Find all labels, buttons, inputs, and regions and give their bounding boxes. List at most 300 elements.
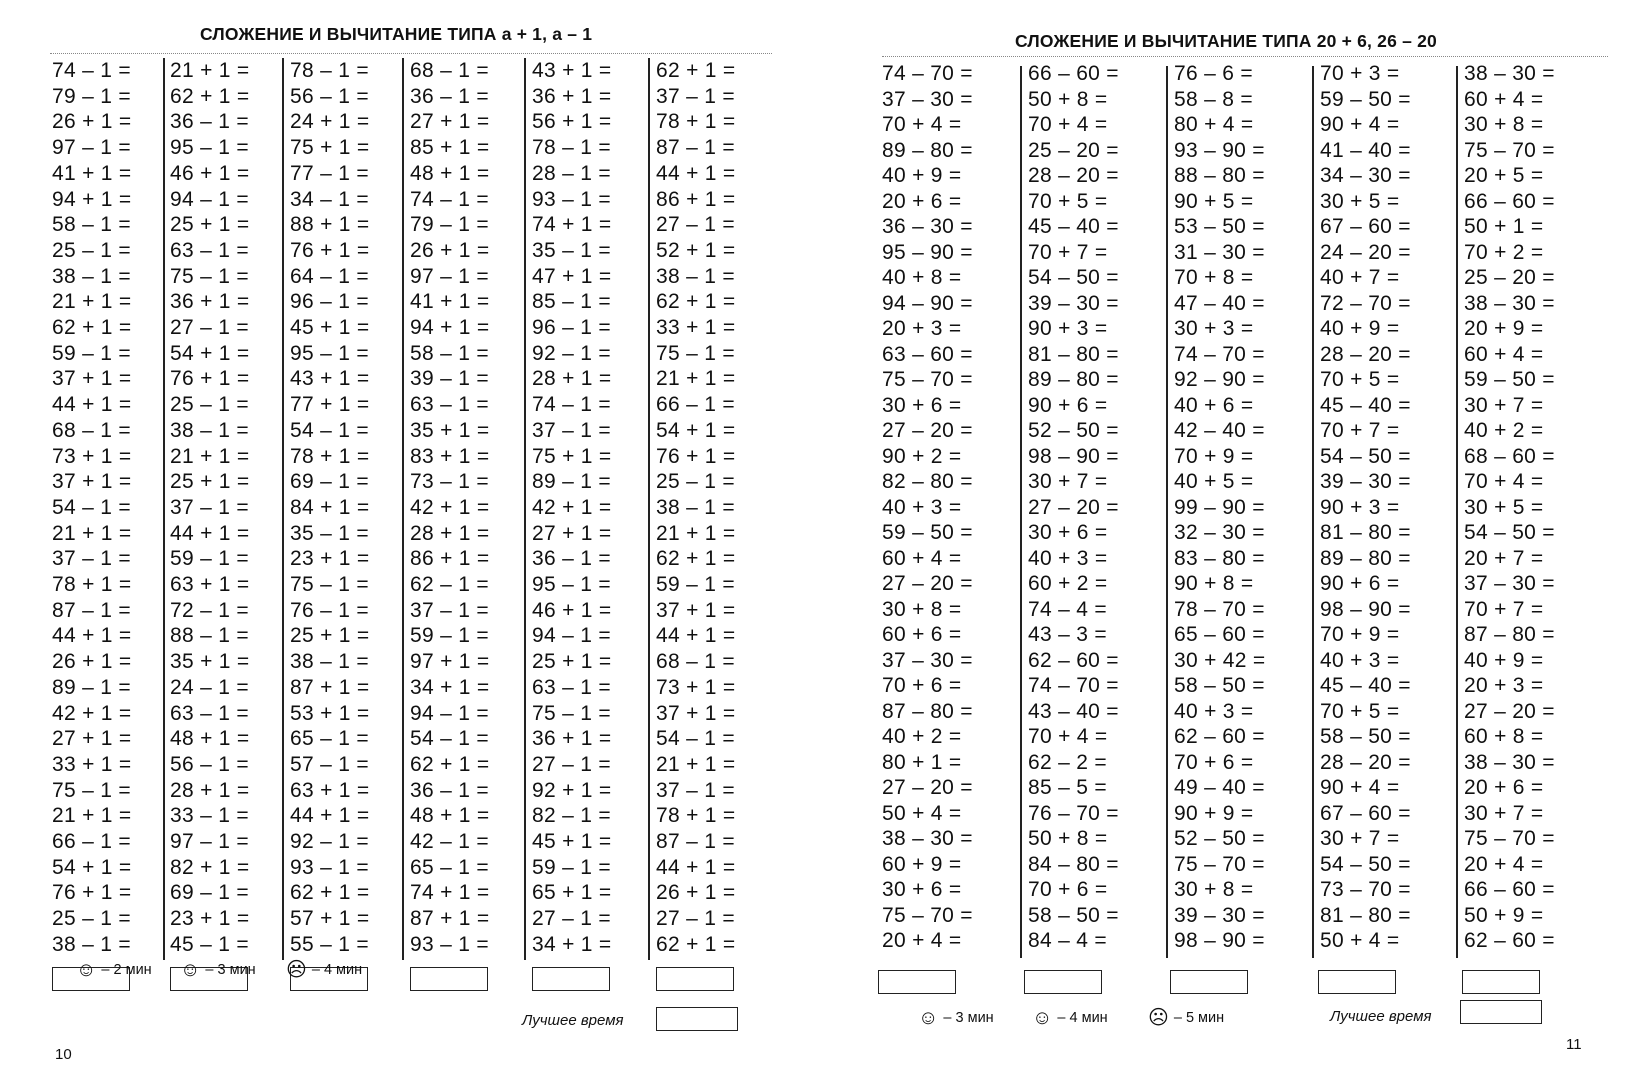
exercise: 65 – 60 = xyxy=(1174,623,1265,646)
exercise: 94 + 1 = xyxy=(52,187,132,211)
exercise: 82 + 1 = xyxy=(170,855,250,879)
exercise: 72 – 1 = xyxy=(170,598,249,622)
exercise: 62 – 60 = xyxy=(1028,648,1119,672)
exercise: 37 + 1 = xyxy=(656,701,736,725)
exercise: 73 + 1 = xyxy=(52,444,132,468)
exercise: 40 + 5 = xyxy=(1174,470,1254,493)
exercise: 37 – 1 = xyxy=(656,778,735,802)
right-title-divider xyxy=(882,56,1608,57)
exercise: 81 – 80 = xyxy=(1320,903,1411,927)
exercise: 75 – 1 = xyxy=(52,778,131,802)
exercise: 60 + 2 = xyxy=(1028,572,1108,595)
exercise: 58 – 50 = xyxy=(1320,725,1411,748)
exercise: 54 – 1 = xyxy=(656,727,735,751)
exercise: 20 + 3 = xyxy=(882,317,962,340)
exercise: 45 – 40 = xyxy=(1320,674,1411,697)
exercise: 43 – 40 = xyxy=(1028,699,1119,723)
exercise: 36 – 1 = xyxy=(532,547,611,571)
exercise: 97 – 1 = xyxy=(170,830,249,853)
exercise: 89 – 80 = xyxy=(882,138,973,162)
exercise: 27 + 1 = xyxy=(532,521,612,545)
exercise: 70 + 6 = xyxy=(882,674,962,697)
column-separator xyxy=(1020,66,1022,958)
exercise: 48 + 1 = xyxy=(410,804,490,828)
exercise: 54 – 1 = xyxy=(52,495,131,519)
legend-time: – 2 мин xyxy=(101,962,152,978)
exercise: 54 + 1 = xyxy=(656,418,736,442)
exercise: 41 + 1 = xyxy=(410,290,490,314)
exercise: 60 + 9 = xyxy=(882,852,962,876)
exercise: 44 + 1 = xyxy=(52,393,132,417)
exercise: 59 – 50 = xyxy=(1464,368,1555,391)
neutral-smile-icon: ☺ xyxy=(180,959,201,981)
exercise: 30 + 7 = xyxy=(1028,470,1108,493)
exercise: 62 + 1 = xyxy=(656,932,736,956)
exercise: 45 – 40 = xyxy=(1320,393,1411,417)
exercise: 96 – 1 = xyxy=(532,316,611,339)
exercise: 37 – 1 = xyxy=(170,495,249,519)
left-title-divider xyxy=(50,53,772,54)
column-separator xyxy=(282,58,284,960)
exercise: 43 + 1 = xyxy=(290,367,370,391)
exercise: 62 + 1 = xyxy=(656,59,736,82)
page-number: 11 xyxy=(1566,1036,1582,1053)
exercise: 75 – 1 = xyxy=(532,701,611,725)
left-page xyxy=(0,0,800,1080)
exercise: 43 + 1 = xyxy=(532,59,612,82)
exercise: 27 – 20 = xyxy=(1464,699,1555,723)
exercise: 93 – 1 = xyxy=(532,187,611,211)
exercise: 37 + 1 = xyxy=(656,598,736,622)
exercise: 27 – 1 = xyxy=(532,752,611,776)
exercise: 28 + 1 = xyxy=(170,778,250,802)
exercise: 52 – 50 = xyxy=(1028,419,1119,442)
exercise: 76 + 1 = xyxy=(290,238,370,262)
exercise: 28 + 1 = xyxy=(532,367,612,391)
exercise: 57 – 1 = xyxy=(290,752,369,776)
exercise: 36 – 1 = xyxy=(170,110,249,134)
exercise: 60 + 4 = xyxy=(1464,342,1544,366)
legend-time: – 3 мин xyxy=(205,962,256,978)
exercise: 68 – 1 = xyxy=(410,59,489,82)
exercise: 78 – 1 = xyxy=(290,59,369,82)
exercise: 94 – 1 = xyxy=(170,187,249,211)
exercise: 27 – 1 = xyxy=(656,213,735,237)
exercise: 74 – 70 = xyxy=(1028,674,1119,697)
legend-time: – 4 мин xyxy=(311,962,363,978)
exercise: 62 + 1 = xyxy=(656,290,736,314)
exercise: 40 + 9 = xyxy=(882,164,962,187)
exercise: 38 – 30 = xyxy=(1464,291,1555,315)
exercise: 95 – 1 = xyxy=(170,136,249,160)
exercise: 89 – 80 = xyxy=(1320,546,1411,570)
exercise: 27 – 1 = xyxy=(170,316,249,339)
time-answer-box[interactable] xyxy=(1024,970,1102,994)
exercise: 78 – 70 = xyxy=(1174,597,1265,621)
exercise: 42 + 1 = xyxy=(52,701,132,725)
best-time-label: Лучшее время xyxy=(1330,1008,1432,1025)
exercise: 92 – 90 = xyxy=(1174,368,1265,391)
exercise: 95 – 1 = xyxy=(290,341,369,365)
exercise: 37 – 30 = xyxy=(1464,572,1555,595)
exercise: 87 – 1 = xyxy=(656,830,735,853)
exercise: 69 – 1 = xyxy=(290,470,369,494)
exercise: 21 + 1 = xyxy=(656,752,736,776)
exercise: 74 – 1 = xyxy=(52,59,131,82)
exercise: 90 + 4 = xyxy=(1320,776,1400,799)
exercise: 37 – 1 = xyxy=(52,547,131,571)
exercise: 75 – 1 = xyxy=(656,341,735,365)
exercise: 73 – 70 = xyxy=(1320,878,1411,901)
exercise: 94 – 90 = xyxy=(882,291,973,315)
exercise: 75 – 70 = xyxy=(1174,852,1265,876)
exercise: 90 + 2 = xyxy=(882,444,962,468)
exercise: 53 – 50 = xyxy=(1174,215,1265,238)
exercise: 30 + 8 = xyxy=(1464,113,1544,136)
exercise: 56 – 1 = xyxy=(290,84,369,108)
exercise: 52 – 50 = xyxy=(1174,827,1265,850)
exercise: 21 + 1 = xyxy=(170,444,250,468)
exercise: 76 – 6 = xyxy=(1174,62,1253,85)
exercise: 79 – 1 = xyxy=(410,213,489,237)
exercise: 38 – 30 = xyxy=(882,827,973,850)
exercise: 20 + 9 = xyxy=(1464,317,1544,340)
exercise: 75 + 1 = xyxy=(532,444,612,468)
exercise: 63 + 1 = xyxy=(290,778,370,802)
exercise: 90 + 8 = xyxy=(1174,572,1254,595)
page-number: 10 xyxy=(55,1046,72,1063)
exercise: 45 – 40 = xyxy=(1028,215,1119,238)
exercise: 59 – 1 = xyxy=(410,624,489,648)
exercise: 89 – 1 = xyxy=(52,675,131,699)
exercise: 97 – 1 = xyxy=(410,264,489,288)
exercise: 42 + 1 = xyxy=(410,495,490,519)
frown-icon: ☹ xyxy=(286,959,307,981)
exercise: 77 + 1 = xyxy=(290,393,370,417)
exercise: 63 – 1 = xyxy=(532,675,611,699)
neutral-smile-icon: ☺ xyxy=(1032,1007,1053,1029)
time-answer-box[interactable] xyxy=(1318,970,1396,994)
exercise: 45 – 1 = xyxy=(170,932,249,956)
exercise: 88 – 1 = xyxy=(170,624,249,648)
exercise: 94 + 1 = xyxy=(410,316,490,339)
exercise: 40 + 7 = xyxy=(1320,266,1400,289)
exercise: 32 – 30 = xyxy=(1174,521,1265,544)
exercise: 78 + 1 = xyxy=(656,110,736,134)
exercise: 37 – 1 = xyxy=(410,598,489,622)
exercise: 93 – 1 = xyxy=(410,932,489,956)
exercise: 43 – 3 = xyxy=(1028,623,1107,646)
exercise: 34 – 30 = xyxy=(1320,164,1411,187)
exercise: 27 – 1 = xyxy=(656,907,735,931)
best-time-box[interactable] xyxy=(656,1007,738,1031)
exercise: 67 – 60 = xyxy=(1320,215,1411,238)
exercise: 25 + 1 = xyxy=(532,650,612,674)
exercise: 70 + 5 = xyxy=(1320,368,1400,391)
time-answer-box[interactable] xyxy=(1462,970,1540,994)
exercise: 75 – 70 = xyxy=(882,368,973,391)
exercise: 83 + 1 = xyxy=(410,444,490,468)
exercise: 58 – 1 = xyxy=(410,341,489,365)
exercise: 58 – 1 = xyxy=(52,213,131,237)
exercise: 70 + 4 = xyxy=(1464,470,1544,493)
exercise: 20 + 7 = xyxy=(1464,546,1544,570)
column-separator xyxy=(163,58,165,960)
legend-item xyxy=(286,960,362,980)
exercise: 80 + 4 = xyxy=(1174,113,1254,136)
exercise: 58 – 50 = xyxy=(1174,674,1265,697)
exercise: 35 + 1 = xyxy=(170,650,250,674)
exercise: 36 + 1 = xyxy=(532,84,612,108)
time-answer-box[interactable] xyxy=(532,967,610,991)
exercise: 44 + 1 = xyxy=(170,521,250,545)
exercise: 59 – 1 = xyxy=(170,547,249,571)
right-page xyxy=(860,0,1646,1080)
exercise: 74 – 1 = xyxy=(410,187,489,211)
exercise: 74 – 4 = xyxy=(1028,597,1107,621)
exercise: 45 + 1 = xyxy=(290,316,370,339)
exercise: 93 – 1 = xyxy=(290,855,369,879)
exercise: 59 – 1 = xyxy=(532,855,611,879)
exercise: 78 + 1 = xyxy=(52,573,132,596)
exercise: 78 – 1 = xyxy=(532,136,611,160)
exercise: 30 + 5 = xyxy=(1464,495,1544,519)
exercise: 26 + 1 = xyxy=(656,881,736,905)
exercise: 30 + 7 = xyxy=(1320,827,1400,850)
exercise: 34 + 1 = xyxy=(532,932,612,956)
exercise: 37 – 1 = xyxy=(532,418,611,442)
legend-item xyxy=(918,1008,994,1028)
legend-time: – 3 мин xyxy=(943,1010,994,1026)
exercise: 59 – 1 = xyxy=(52,341,131,365)
exercise: 93 – 90 = xyxy=(1174,138,1265,162)
exercise: 20 + 4 = xyxy=(1464,852,1544,876)
exercise: 86 + 1 = xyxy=(410,547,490,571)
exercise: 21 + 1 = xyxy=(170,59,250,82)
exercise: 66 – 60 = xyxy=(1464,878,1555,901)
exercise: 46 + 1 = xyxy=(170,161,250,185)
exercise: 54 – 1 = xyxy=(410,727,489,751)
exercise: 30 + 8 = xyxy=(1174,878,1254,901)
exercise: 75 – 1 = xyxy=(170,264,249,288)
exercise: 83 – 80 = xyxy=(1174,546,1265,570)
exercise: 70 + 7 = xyxy=(1464,597,1544,621)
exercise: 70 + 9 = xyxy=(1320,623,1400,646)
exercise: 94 – 1 = xyxy=(410,701,489,725)
exercise: 78 + 1 = xyxy=(656,804,736,828)
time-answer-box[interactable] xyxy=(878,970,956,994)
exercise: 40 + 3 = xyxy=(882,495,962,519)
exercise: 69 – 1 = xyxy=(170,881,249,905)
exercise: 59 – 50 = xyxy=(882,521,973,544)
exercise: 30 + 7 = xyxy=(1464,393,1544,417)
exercise: 30 + 3 = xyxy=(1174,317,1254,340)
exercise: 20 + 3 = xyxy=(1464,674,1544,697)
exercise: 24 – 20 = xyxy=(1320,240,1411,264)
exercise: 53 + 1 = xyxy=(290,701,370,725)
exercise: 31 – 30 = xyxy=(1174,240,1265,264)
exercise: 90 + 3 = xyxy=(1028,317,1108,340)
exercise: 42 + 1 = xyxy=(532,495,612,519)
exercise: 96 – 1 = xyxy=(290,290,369,314)
exercise: 44 + 1 = xyxy=(656,624,736,648)
exercise: 85 + 1 = xyxy=(410,136,490,160)
exercise: 57 + 1 = xyxy=(290,907,370,931)
exercise: 87 – 1 = xyxy=(52,598,131,622)
exercise: 30 + 42 = xyxy=(1174,648,1266,672)
time-answer-box[interactable] xyxy=(1170,970,1248,994)
exercise: 39 – 1 = xyxy=(410,367,489,391)
exercise: 65 – 1 = xyxy=(290,727,369,751)
exercise: 82 – 80 = xyxy=(882,470,973,493)
exercise: 90 + 9 = xyxy=(1174,801,1254,825)
exercise: 98 – 90 = xyxy=(1174,929,1265,952)
exercise: 40 + 9 = xyxy=(1464,648,1544,672)
time-answer-box[interactable] xyxy=(410,967,488,991)
exercise: 25 – 1 = xyxy=(52,907,131,931)
exercise: 33 + 1 = xyxy=(52,752,132,776)
exercise: 30 + 6 = xyxy=(882,878,962,901)
exercise: 39 – 30 = xyxy=(1320,470,1411,493)
column-separator xyxy=(648,58,650,960)
exercise: 38 – 1 = xyxy=(656,264,735,288)
exercise: 81 – 80 = xyxy=(1028,342,1119,366)
exercise: 85 – 1 = xyxy=(532,290,611,314)
exercise: 23 + 1 = xyxy=(170,907,250,931)
smile-icon: ☺ xyxy=(76,959,97,981)
exercise: 37 + 1 = xyxy=(52,367,132,391)
exercise: 66 – 60 = xyxy=(1464,189,1555,213)
exercise: 90 + 3 = xyxy=(1320,495,1400,519)
exercise: 25 – 1 = xyxy=(656,470,735,494)
exercise: 39 – 30 = xyxy=(1028,291,1119,315)
exercise: 68 – 1 = xyxy=(52,418,131,442)
legend-time: – 5 мин xyxy=(1173,1010,1225,1026)
exercise: 79 – 1 = xyxy=(52,84,131,108)
legend-item xyxy=(180,960,256,980)
exercise: 30 + 7 = xyxy=(1464,801,1544,825)
exercise: 38 – 1 = xyxy=(170,418,249,442)
exercise: 49 – 40 = xyxy=(1174,776,1265,799)
exercise: 98 – 90 = xyxy=(1320,597,1411,621)
exercise: 54 + 1 = xyxy=(170,341,250,365)
exercise: 28 – 20 = xyxy=(1320,342,1411,366)
exercise: 20 + 6 = xyxy=(1464,776,1544,799)
exercise: 24 – 1 = xyxy=(170,675,249,699)
exercise: 95 – 1 = xyxy=(532,573,611,596)
legend-item xyxy=(76,960,152,980)
exercise: 36 + 1 = xyxy=(170,290,250,314)
exercise: 74 – 70 = xyxy=(1174,342,1265,366)
exercise: 76 – 70 = xyxy=(1028,801,1119,825)
exercise: 41 – 40 = xyxy=(1320,138,1411,162)
exercise: 27 – 20 = xyxy=(882,419,973,442)
exercise: 70 + 6 = xyxy=(1174,750,1254,774)
exercise: 30 + 6 = xyxy=(882,393,962,417)
exercise: 90 + 5 = xyxy=(1174,189,1254,213)
exercise: 20 + 4 = xyxy=(882,929,962,952)
exercise: 62 + 1 = xyxy=(290,881,370,905)
exercise: 54 + 1 = xyxy=(52,855,132,879)
exercise: 87 – 1 = xyxy=(656,136,735,160)
exercise: 87 + 1 = xyxy=(290,675,370,699)
exercise: 21 + 1 = xyxy=(52,290,132,314)
exercise: 75 – 70 = xyxy=(1464,138,1555,162)
exercise: 54 – 50 = xyxy=(1464,521,1555,544)
column-separator xyxy=(1312,66,1314,958)
exercise: 28 – 1 = xyxy=(532,161,611,185)
exercise: 41 + 1 = xyxy=(52,161,132,185)
exercise: 62 + 1 = xyxy=(52,316,132,339)
exercise: 80 + 1 = xyxy=(882,750,962,774)
exercise: 25 – 1 = xyxy=(170,393,249,417)
best-time-box[interactable] xyxy=(1460,1000,1542,1024)
exercise: 58 – 8 = xyxy=(1174,87,1253,111)
exercise: 75 + 1 = xyxy=(290,136,370,160)
time-answer-box[interactable] xyxy=(656,967,734,991)
exercise: 50 + 9 = xyxy=(1464,903,1544,927)
exercise: 94 – 1 = xyxy=(532,624,611,648)
exercise: 62 + 1 = xyxy=(170,84,250,108)
exercise: 73 – 1 = xyxy=(410,470,489,494)
exercise: 48 + 1 = xyxy=(410,161,490,185)
exercise: 28 – 20 = xyxy=(1320,750,1411,774)
exercise: 35 + 1 = xyxy=(410,418,490,442)
exercise: 47 + 1 = xyxy=(532,264,612,288)
legend-time: – 4 мин xyxy=(1057,1010,1108,1026)
exercise: 62 + 1 = xyxy=(410,752,490,776)
exercise: 23 + 1 = xyxy=(290,547,370,571)
exercise: 38 – 1 = xyxy=(656,495,735,519)
exercise: 62 + 1 = xyxy=(656,547,736,571)
exercise: 40 + 9 = xyxy=(1320,317,1400,340)
exercise: 97 – 1 = xyxy=(52,136,131,160)
legend-item xyxy=(1148,1008,1224,1028)
exercise: 74 – 70 = xyxy=(882,62,973,85)
exercise: 28 + 1 = xyxy=(410,521,490,545)
exercise: 68 – 60 = xyxy=(1464,444,1555,468)
exercise: 36 – 1 = xyxy=(410,84,489,108)
best-time-label: Лучшее время xyxy=(522,1012,624,1029)
exercise: 45 + 1 = xyxy=(532,830,612,853)
exercise: 20 + 5 = xyxy=(1464,164,1544,187)
exercise: 72 – 70 = xyxy=(1320,291,1411,315)
exercise: 46 + 1 = xyxy=(532,598,612,622)
exercise: 27 – 1 = xyxy=(532,907,611,931)
exercise: 40 + 3 = xyxy=(1174,699,1254,723)
exercise: 50 + 4 = xyxy=(1320,929,1400,952)
exercise: 74 + 1 = xyxy=(532,213,612,237)
exercise: 27 + 1 = xyxy=(410,110,490,134)
exercise: 60 + 4 = xyxy=(1464,87,1544,111)
exercise: 76 + 1 = xyxy=(656,444,736,468)
exercise: 84 + 1 = xyxy=(290,495,370,519)
exercise: 63 – 1 = xyxy=(170,701,249,725)
exercise: 70 + 6 = xyxy=(1028,878,1108,901)
exercise: 59 – 50 = xyxy=(1320,87,1411,111)
exercise: 88 + 1 = xyxy=(290,213,370,237)
exercise: 48 + 1 = xyxy=(170,727,250,751)
exercise: 20 + 6 = xyxy=(882,189,962,213)
exercise: 50 + 4 = xyxy=(882,801,962,825)
exercise: 37 + 1 = xyxy=(52,470,132,494)
exercise: 33 – 1 = xyxy=(170,804,249,828)
exercise: 99 – 90 = xyxy=(1174,495,1265,519)
column-separator xyxy=(1166,66,1168,958)
exercise: 95 – 90 = xyxy=(882,240,973,264)
exercise: 60 + 4 = xyxy=(882,546,962,570)
exercise: 84 – 4 = xyxy=(1028,929,1107,952)
